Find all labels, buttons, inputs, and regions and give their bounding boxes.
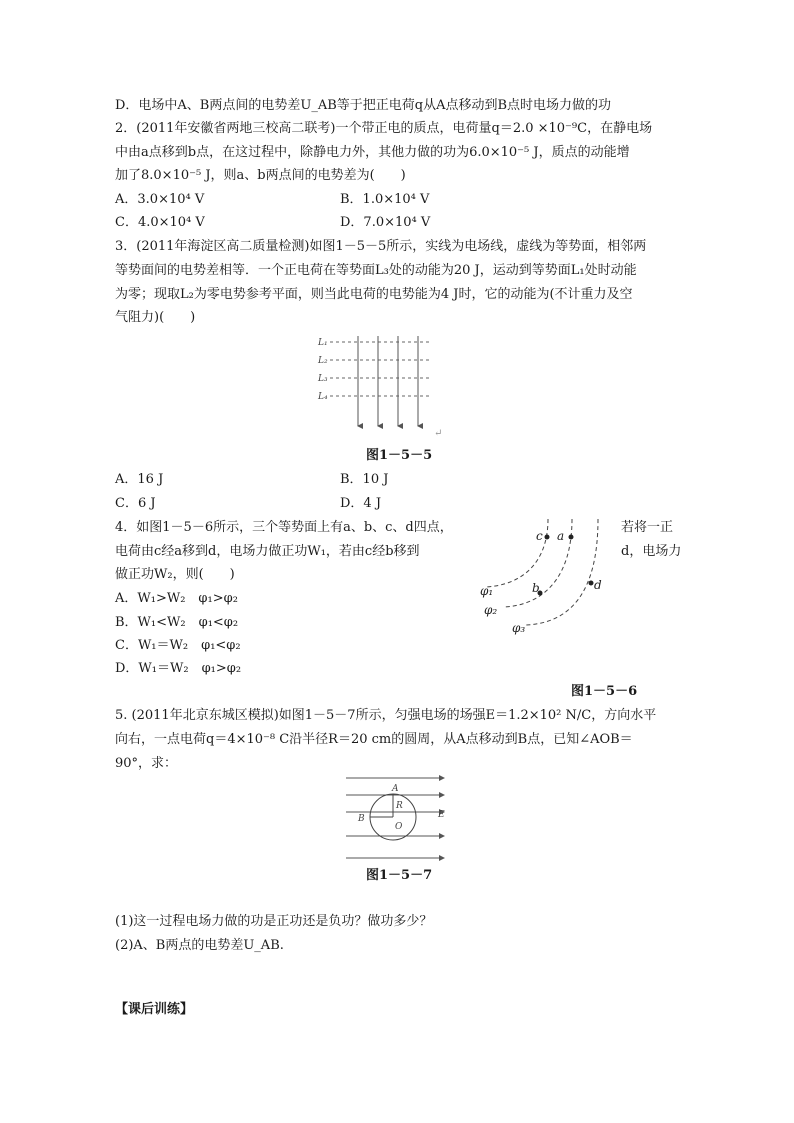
q3-stem-line4: 气阻力)( ) — [115, 310, 196, 325]
q4-stem-line2: 电荷由c经a移到d，电场力做正功W₁，若由c经b移到 — [115, 544, 420, 559]
label-l4: L₄ — [318, 392, 328, 402]
label-phi1: φ₁ — [480, 584, 494, 598]
point-d — [589, 581, 594, 586]
label-b: b — [532, 581, 540, 595]
q3-stem-line1: 3．(2011年海淀区高二质量检测)如图1－5－5所示，实线为电场线，虚线为等势面，相邻两 — [115, 239, 647, 254]
q2-option-d: D．7.0×10⁴ V — [340, 215, 431, 230]
q3-stem-line3: 为零；现取L₂为零电势参考平面，则当此电荷的电势能为4 J时，它的动能为(不计重力及空 — [115, 287, 633, 302]
q2-option-a: A．3.0×10⁴ V — [115, 192, 205, 207]
q2-stem-line1: 2．(2011年安徽省两地三校高二联考)一个带正电的质点，电荷量q＝2.0 ×10⁻⁹C，在静电场 — [115, 121, 653, 136]
label-A: A — [392, 784, 399, 794]
section-heading: 【课后训练】 — [115, 1002, 194, 1017]
label-l3: L₃ — [318, 374, 328, 384]
q2-option-c: C．4.0×10⁴ V — [115, 215, 205, 230]
q3-option-a: A．16 J — [115, 472, 164, 487]
figure-1-5-5-caption: 图1－5－5 — [366, 448, 433, 463]
q4-stem-line1: 4．如图1－5－6所示，三个等势面上有a、b、c、d四点， — [115, 520, 453, 535]
q3-stem-line2: 等势面间的电势差相等．一个正电荷在等势面L₃处的动能为20 J，运动到等势面L₁处时动能 — [115, 263, 637, 278]
label-c: c — [536, 529, 543, 543]
figure-1-5-7-caption: 图1－5－7 — [366, 868, 433, 883]
figure-1-5-7 — [340, 774, 452, 864]
label-O: O — [395, 822, 403, 832]
label-phi2: φ₂ — [484, 603, 498, 617]
return-mark-icon: ↵ — [434, 428, 443, 439]
point-c — [545, 535, 550, 540]
q4-option-d: D．W₁＝W₂ φ₁>φ₂ — [115, 661, 242, 676]
q5-subquestion-2: (2)A、B两点的电势差U_AB. — [115, 938, 284, 953]
label-E: E — [438, 810, 445, 820]
q4-stem-line3: 做正功W₂，则( ) — [115, 567, 235, 582]
label-l2: L₂ — [318, 356, 328, 366]
q2-stem-line3: 加了8.0×10⁻⁵ J，则a、b两点间的电势差为( ) — [115, 168, 406, 183]
label-phi3: φ₃ — [512, 621, 526, 635]
label-B: B — [358, 814, 365, 824]
figure-1-5-6 — [470, 515, 620, 640]
point-a — [569, 535, 574, 540]
q5-subquestion-1: (1)这一过程电场力做的功是正功还是负功？做功多少？ — [115, 914, 433, 929]
q4-stem-line1-tail: 若将一正 — [621, 520, 674, 535]
q4-stem-line2-tail: d，电场力 — [621, 544, 682, 559]
q3-option-d: D．4 J — [340, 496, 382, 511]
q3-option-b: B．10 J — [340, 472, 389, 487]
q5-stem-line1: 5. (2011年北京东城区模拟)如图1－5－7所示，匀强电场的场强E＝1.2×10² N/C，方向水平 — [115, 708, 657, 723]
figure-1-5-5 — [310, 332, 450, 432]
q3-option-c: C．6 J — [115, 496, 156, 511]
q5-stem-line3: 90°，求： — [115, 756, 178, 771]
label-R: R — [396, 801, 403, 811]
q1-option-d: D．电场中A、B两点间的电势差U_AB等于把正电荷q从A点移动到B点时电场力做的功 — [115, 98, 612, 113]
label-d: d — [594, 578, 602, 592]
figure-1-5-6-caption: 图1－5－6 — [571, 684, 638, 699]
label-a: a — [557, 529, 565, 543]
q4-option-b: B．W₁<W₂ φ₁<φ₂ — [115, 615, 239, 630]
q2-option-b: B．1.0×10⁴ V — [340, 192, 430, 207]
q4-option-a: A．W₁>W₂ φ₁>φ₂ — [115, 591, 238, 606]
q4-option-c: C．W₁＝W₂ φ₁<φ₂ — [115, 638, 241, 653]
label-l1: L₁ — [318, 338, 328, 348]
q2-stem-line2: 中由a点移到b点，在这过程中，除静电力外，其他力做的功为6.0×10⁻⁵ J，质点的动能增 — [115, 145, 630, 160]
q5-stem-line2: 向右，一点电荷q＝4×10⁻⁸ C沿半径R＝20 cm的圆周，从A点移动到B点，已知∠AOB＝ — [115, 732, 633, 747]
